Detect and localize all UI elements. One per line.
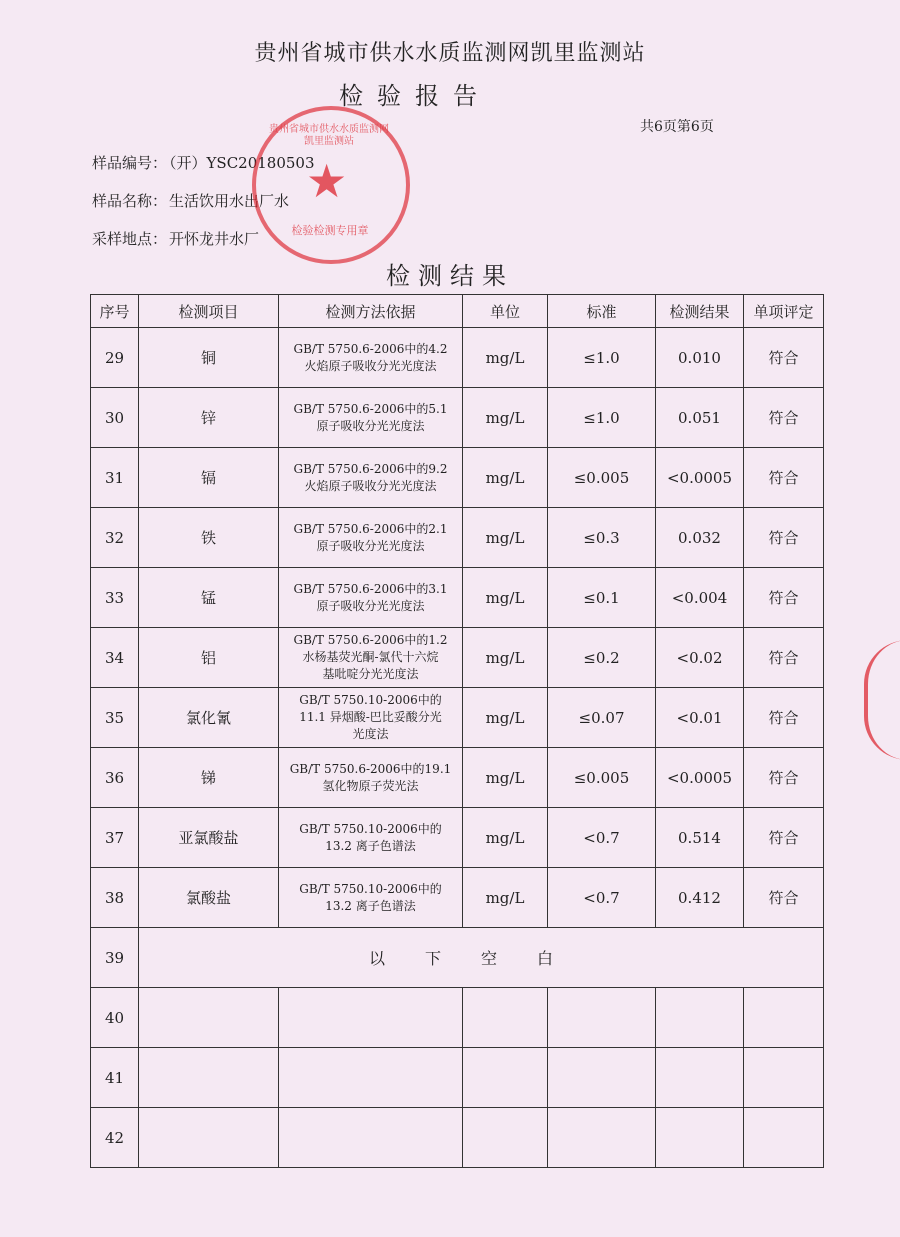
blank-text: 以下空白 bbox=[139, 928, 824, 988]
row-no: 35 bbox=[91, 688, 139, 748]
row-unit: mg/L bbox=[463, 328, 548, 388]
row-result: 0.010 bbox=[656, 328, 744, 388]
method-line: GB/T 5750.10-2006中的 bbox=[299, 693, 442, 707]
row-unit: mg/L bbox=[463, 868, 548, 928]
row-no: 33 bbox=[91, 568, 139, 628]
table-row-empty bbox=[91, 1048, 824, 1108]
row-item: 锰 bbox=[139, 568, 279, 628]
empty-cell bbox=[548, 1108, 656, 1168]
method-line: 氢化物原子荧光法 bbox=[322, 778, 419, 793]
row-unit: mg/L bbox=[463, 388, 548, 448]
row-standard: ≤0.3 bbox=[548, 508, 656, 568]
row-item: 铝 bbox=[139, 628, 279, 688]
row-result: 0.051 bbox=[656, 388, 744, 448]
header-no: 序号 bbox=[91, 295, 139, 328]
results-table bbox=[90, 294, 824, 1168]
method-line: 原子吸收分光光度法 bbox=[316, 538, 425, 553]
row-unit: mg/L bbox=[463, 748, 548, 808]
row-unit: mg/L bbox=[463, 508, 548, 568]
results-title: 检测结果 bbox=[386, 262, 514, 290]
row-method bbox=[279, 748, 463, 808]
header-method: 检测方法依据 bbox=[279, 295, 463, 328]
row-result: 0.412 bbox=[656, 868, 744, 928]
method-line: GB/T 5750.6-2006中的19.1 bbox=[289, 761, 452, 776]
sample-number-label: 样品编号： bbox=[92, 154, 168, 172]
row-no: 40 bbox=[91, 988, 139, 1048]
row-method bbox=[279, 808, 463, 868]
row-result: 0.032 bbox=[656, 508, 744, 568]
sample-number-value: （开）YSC20180503 bbox=[169, 154, 315, 172]
empty-cell bbox=[744, 1108, 824, 1168]
official-seal bbox=[252, 106, 410, 264]
row-result: <0.004 bbox=[656, 568, 744, 628]
method-line: 11.1 异烟酸-巴比妥酸分光 bbox=[299, 710, 442, 724]
method-line: 火焰原子吸收分光光度法 bbox=[304, 358, 437, 373]
method-line: GB/T 5750.6-2006中的2.1 bbox=[293, 521, 448, 536]
row-judgment: 符合 bbox=[744, 568, 824, 628]
row-no: 32 bbox=[91, 508, 139, 568]
document-title: 检验报告 bbox=[339, 82, 491, 110]
row-no: 41 bbox=[91, 1048, 139, 1108]
sample-name-label: 样品名称： bbox=[92, 192, 168, 210]
row-standard: <0.7 bbox=[548, 868, 656, 928]
method-line: 水杨基荧光酮-氯代十六烷 bbox=[302, 650, 439, 664]
page-info: 共6页第6页 bbox=[640, 119, 714, 135]
star-icon: ★ bbox=[306, 154, 348, 208]
row-item: 镉 bbox=[139, 448, 279, 508]
method-line: 光度法 bbox=[352, 727, 389, 741]
row-result: 0.514 bbox=[656, 808, 744, 868]
table-header-row bbox=[91, 295, 824, 328]
row-unit: mg/L bbox=[463, 568, 548, 628]
header-item: 检测项目 bbox=[139, 295, 279, 328]
row-standard: ≤1.0 bbox=[548, 388, 656, 448]
method-line: 13.2 离子色谱法 bbox=[325, 838, 416, 853]
row-judgment: 符合 bbox=[744, 808, 824, 868]
table-row bbox=[91, 868, 824, 928]
edge-seal bbox=[864, 640, 900, 760]
row-unit: mg/L bbox=[463, 628, 548, 688]
method-line: 基吡啶分光光度法 bbox=[322, 667, 419, 681]
method-line: GB/T 5750.6-2006中的1.2 bbox=[293, 633, 448, 647]
method-line: 13.2 离子色谱法 bbox=[325, 898, 416, 913]
row-item: 氯化氰 bbox=[139, 688, 279, 748]
table-row bbox=[91, 808, 824, 868]
row-item: 氯酸盐 bbox=[139, 868, 279, 928]
row-method bbox=[279, 688, 463, 748]
row-item: 亚氯酸盐 bbox=[139, 808, 279, 868]
row-standard: ≤0.1 bbox=[548, 568, 656, 628]
empty-cell bbox=[139, 1048, 279, 1108]
empty-cell bbox=[744, 1048, 824, 1108]
empty-cell bbox=[548, 1048, 656, 1108]
table-row-blank bbox=[91, 928, 824, 988]
seal-text: 贵州省城市供水水质监测网凯里监测站 bbox=[269, 124, 389, 147]
row-result: <0.02 bbox=[656, 628, 744, 688]
row-no: 36 bbox=[91, 748, 139, 808]
table-row bbox=[91, 448, 824, 508]
row-method bbox=[279, 568, 463, 628]
table-row bbox=[91, 568, 824, 628]
method-line: GB/T 5750.6-2006中的4.2 bbox=[293, 341, 448, 356]
empty-cell bbox=[656, 988, 744, 1048]
row-result: <0.0005 bbox=[656, 748, 744, 808]
empty-cell bbox=[548, 988, 656, 1048]
table-row bbox=[91, 388, 824, 448]
method-line: GB/T 5750.10-2006中的 bbox=[299, 881, 442, 896]
row-method bbox=[279, 868, 463, 928]
row-method bbox=[279, 328, 463, 388]
row-no: 31 bbox=[91, 448, 139, 508]
row-judgment: 符合 bbox=[744, 508, 824, 568]
header-standard: 标准 bbox=[548, 295, 656, 328]
method-line: 原子吸收分光光度法 bbox=[316, 418, 425, 433]
table-row-empty bbox=[91, 988, 824, 1048]
empty-cell bbox=[656, 1048, 744, 1108]
empty-cell bbox=[463, 1048, 548, 1108]
sample-name-value: 生活饮用水出厂水 bbox=[169, 192, 290, 210]
empty-cell bbox=[279, 988, 463, 1048]
row-judgment: 符合 bbox=[744, 448, 824, 508]
row-unit: mg/L bbox=[463, 808, 548, 868]
row-standard: ≤0.07 bbox=[548, 688, 656, 748]
method-line: GB/T 5750.10-2006中的 bbox=[299, 821, 442, 836]
empty-cell bbox=[463, 988, 548, 1048]
empty-cell bbox=[139, 1108, 279, 1168]
row-no: 39 bbox=[91, 928, 139, 988]
row-judgment: 符合 bbox=[744, 328, 824, 388]
row-standard: ≤0.2 bbox=[548, 628, 656, 688]
row-method bbox=[279, 628, 463, 688]
row-no: 37 bbox=[91, 808, 139, 868]
sampling-location bbox=[92, 228, 259, 249]
row-no: 29 bbox=[91, 328, 139, 388]
row-standard: ≤0.005 bbox=[548, 448, 656, 508]
header-result: 检测结果 bbox=[656, 295, 744, 328]
empty-cell bbox=[279, 1108, 463, 1168]
header-judgment: 单项评定 bbox=[744, 295, 824, 328]
row-method bbox=[279, 388, 463, 448]
row-unit: mg/L bbox=[463, 688, 548, 748]
row-no: 42 bbox=[91, 1108, 139, 1168]
row-judgment: 符合 bbox=[744, 388, 824, 448]
method-line: GB/T 5750.6-2006中的3.1 bbox=[293, 581, 448, 596]
method-line: 原子吸收分光光度法 bbox=[316, 598, 425, 613]
table-row bbox=[91, 748, 824, 808]
row-item: 铜 bbox=[139, 328, 279, 388]
empty-cell bbox=[744, 988, 824, 1048]
row-standard: ≤1.0 bbox=[548, 328, 656, 388]
empty-cell bbox=[279, 1048, 463, 1108]
organization-title: 贵州省城市供水水质监测网凯里监测站 bbox=[254, 41, 646, 66]
row-no: 38 bbox=[91, 868, 139, 928]
row-standard: <0.7 bbox=[548, 808, 656, 868]
row-item: 锌 bbox=[139, 388, 279, 448]
empty-cell bbox=[463, 1108, 548, 1168]
table-row bbox=[91, 328, 824, 388]
sampling-location-label: 采样地点： bbox=[92, 230, 168, 248]
sampling-location-value: 开怀龙井水厂 bbox=[169, 230, 260, 248]
row-judgment: 符合 bbox=[744, 868, 824, 928]
method-line: GB/T 5750.6-2006中的5.1 bbox=[293, 401, 448, 416]
table-row bbox=[91, 508, 824, 568]
header-unit: 单位 bbox=[463, 295, 548, 328]
table-row bbox=[91, 628, 824, 688]
row-judgment: 符合 bbox=[744, 748, 824, 808]
row-item: 铁 bbox=[139, 508, 279, 568]
row-result: <0.01 bbox=[656, 688, 744, 748]
row-no: 34 bbox=[91, 628, 139, 688]
row-result: <0.0005 bbox=[656, 448, 744, 508]
row-method bbox=[279, 508, 463, 568]
empty-cell bbox=[139, 988, 279, 1048]
method-line: 火焰原子吸收分光光度法 bbox=[304, 478, 437, 493]
seal-bottom-text: 检验检测专用章 bbox=[291, 224, 369, 237]
table-row bbox=[91, 688, 824, 748]
row-no: 30 bbox=[91, 388, 139, 448]
row-judgment: 符合 bbox=[744, 628, 824, 688]
row-judgment: 符合 bbox=[744, 688, 824, 748]
method-line: GB/T 5750.6-2006中的9.2 bbox=[293, 461, 448, 476]
row-unit: mg/L bbox=[463, 448, 548, 508]
table-body bbox=[91, 328, 824, 1168]
row-item: 锑 bbox=[139, 748, 279, 808]
table-row-empty bbox=[91, 1108, 824, 1168]
empty-cell bbox=[656, 1108, 744, 1168]
row-standard: ≤0.005 bbox=[548, 748, 656, 808]
row-method bbox=[279, 448, 463, 508]
